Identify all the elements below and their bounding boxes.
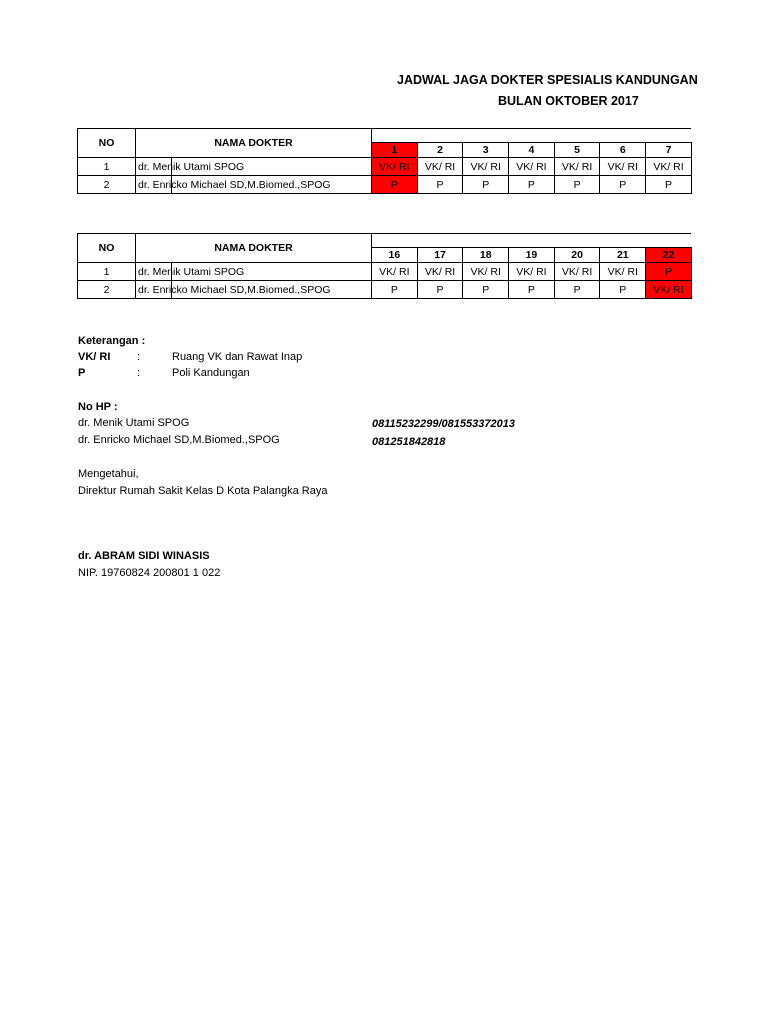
- shift-cell: P: [463, 176, 509, 194]
- schedule-table-week1: [77, 128, 692, 194]
- schedule-table-week3: [77, 233, 692, 299]
- day-cell: 21: [600, 248, 646, 263]
- shift-cell: VK/ RI: [463, 263, 509, 281]
- shift-cell: VK/ RI: [417, 158, 463, 176]
- shift-cell: P: [554, 281, 600, 299]
- shift-cell: P: [600, 281, 646, 299]
- row-number: 1: [78, 263, 136, 281]
- day-cell: 4: [509, 143, 555, 158]
- signature-acknowledge: Mengetahui,: [78, 468, 139, 480]
- day-cell: 2: [417, 143, 463, 158]
- signature-name: dr. ABRAM SIDI WINASIS: [78, 550, 210, 562]
- day-cell: 19: [509, 248, 555, 263]
- legend-title: Keterangan :: [78, 335, 146, 347]
- table-row: [78, 281, 692, 299]
- header-spacer: [372, 129, 692, 143]
- table-row: [78, 263, 692, 281]
- day-cell: 22: [646, 248, 692, 263]
- shift-cell: VK/ RI: [554, 158, 600, 176]
- shift-cell: P: [417, 281, 463, 299]
- legend-code: VK/ RI: [78, 351, 111, 363]
- signature-position: Direktur Rumah Sakit Kelas D Kota Palangka Raya: [78, 485, 328, 497]
- shift-cell: P: [463, 281, 509, 299]
- signature-nip: NIP. 19760824 200801 1 022: [78, 567, 221, 579]
- shift-cell: VK/ RI: [372, 263, 418, 281]
- shift-cell: VK/ RI: [417, 263, 463, 281]
- legend-separator: :: [137, 351, 141, 363]
- shift-cell: P: [417, 176, 463, 194]
- column-header-no: NO: [78, 234, 136, 263]
- shift-cell: VK/ RI: [372, 158, 418, 176]
- day-cell: 3: [463, 143, 509, 158]
- shift-cell: P: [554, 176, 600, 194]
- phone-section-title: No HP :: [78, 401, 118, 413]
- shift-cell: P: [646, 176, 692, 194]
- day-cell: 17: [417, 248, 463, 263]
- day-cell: 5: [554, 143, 600, 158]
- shift-cell: VK/ RI: [509, 263, 555, 281]
- row-number: 2: [78, 176, 136, 194]
- phone-number: 08115232299/081553372013: [372, 418, 515, 430]
- page-title: JADWAL JAGA DOKTER SPESIALIS KANDUNGAN: [397, 73, 698, 87]
- shift-cell: P: [509, 281, 555, 299]
- shift-cell: P: [600, 176, 646, 194]
- shift-cell: P: [646, 263, 692, 281]
- day-cell: 18: [463, 248, 509, 263]
- column-header-name: NAMA DOKTER: [136, 234, 372, 263]
- legend-description: Poli Kandungan: [172, 367, 250, 379]
- table-row: [78, 158, 692, 176]
- day-cell: 16: [372, 248, 418, 263]
- shift-cell: VK/ RI: [463, 158, 509, 176]
- day-cell: 1: [372, 143, 418, 158]
- shift-cell: VK/ RI: [646, 158, 692, 176]
- page-subtitle: BULAN OKTOBER 2017: [498, 94, 639, 108]
- day-cell: 20: [554, 248, 600, 263]
- day-cell: 6: [600, 143, 646, 158]
- shift-cell: VK/ RI: [600, 263, 646, 281]
- doctor-name: dr. Menik Utami SPOG: [136, 158, 372, 176]
- column-header-name: NAMA DOKTER: [136, 129, 372, 158]
- column-header-no: NO: [78, 129, 136, 158]
- row-number: 2: [78, 281, 136, 299]
- phone-doctor-name: dr. Menik Utami SPOG: [78, 417, 190, 429]
- shift-cell: VK/ RI: [646, 281, 692, 299]
- shift-cell: P: [372, 176, 418, 194]
- table-row: [78, 176, 692, 194]
- shift-cell: P: [509, 176, 555, 194]
- legend-description: Ruang VK dan Rawat Inap: [172, 351, 303, 363]
- phone-number: 081251842818: [372, 436, 446, 448]
- legend-code: P: [78, 367, 86, 379]
- doctor-name: dr. Enricko Michael SD,M.Biomed.,SPOG: [136, 176, 372, 194]
- row-number: 1: [78, 158, 136, 176]
- shift-cell: VK/ RI: [509, 158, 555, 176]
- header-spacer: [372, 234, 692, 248]
- legend-separator: :: [137, 367, 141, 379]
- doctor-name: dr. Enricko Michael SD,M.Biomed.,SPOG: [136, 281, 372, 299]
- shift-cell: VK/ RI: [600, 158, 646, 176]
- shift-cell: P: [372, 281, 418, 299]
- phone-doctor-name: dr. Enricko Michael SD,M.Biomed.,SPOG: [78, 434, 280, 446]
- day-cell: 7: [646, 143, 692, 158]
- doctor-name: dr. Menik Utami SPOG: [136, 263, 372, 281]
- shift-cell: VK/ RI: [554, 263, 600, 281]
